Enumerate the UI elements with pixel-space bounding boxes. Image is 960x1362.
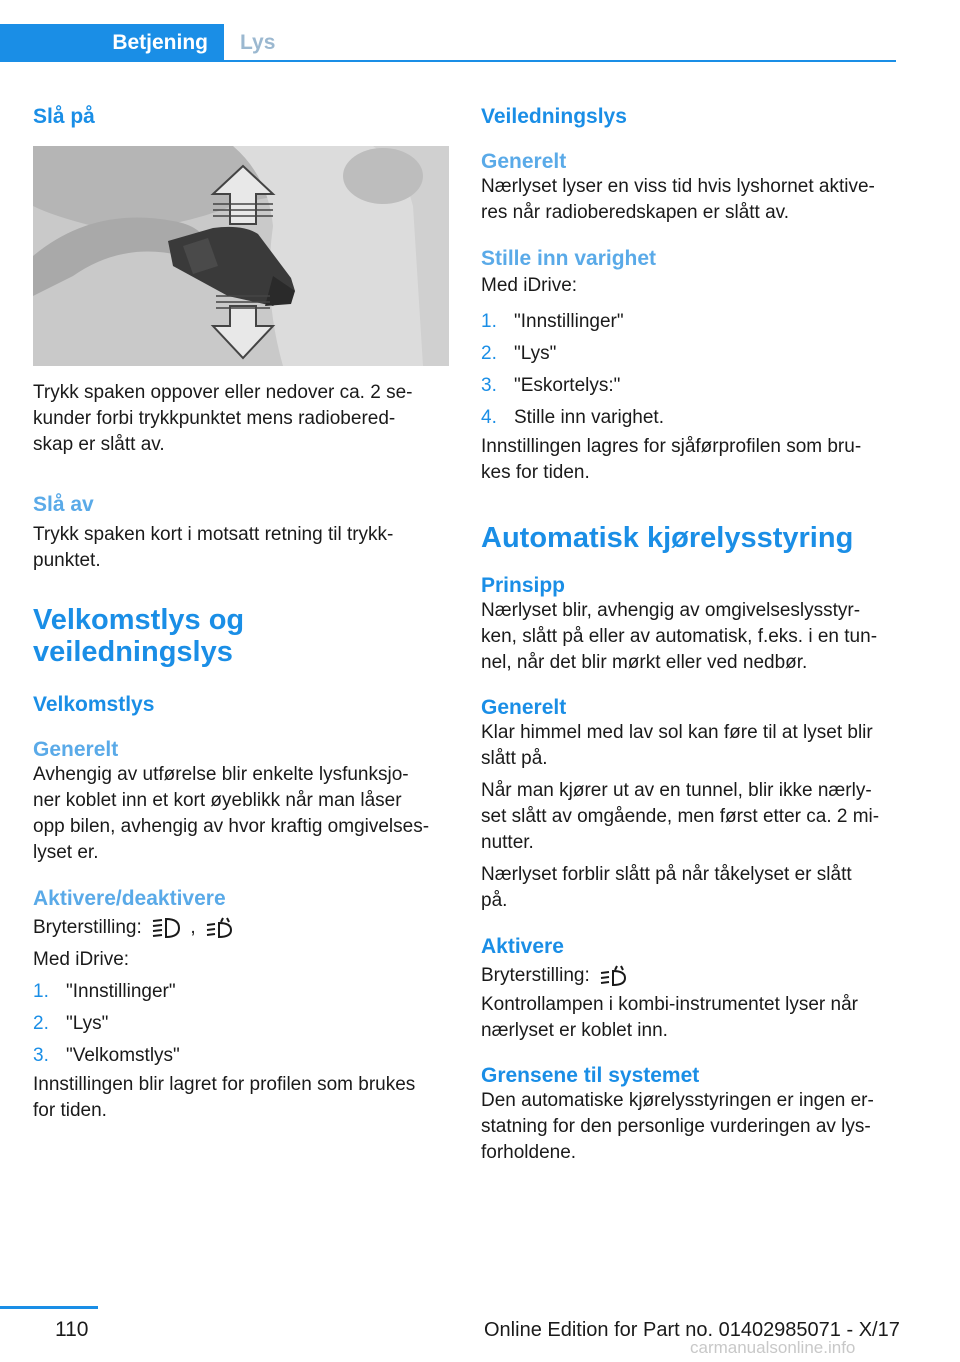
paragraph-generelt-left: Avhengig av utførelse blir enkelte lysfunksjo- ner koblet inn et kort øyeblikk når man låser opp bilen, avhengig av hvor kraftig omgivelses- lyset er. [33,764,430,863]
left-column [33,100,451,1124]
heading-veiledningslys: Veiledningslys [481,105,627,128]
watermark: carmanualsonline.info [690,1338,856,1357]
paragraph-generelt-right: Nærlyset lyser en viss tid hvis lyshornet aktive- res når radioberedskapen er slått av. [481,176,875,223]
heading-generelt-left: Generelt [33,738,119,761]
heading-generelt-right: Generelt [481,150,567,173]
switch-position-label: Bryterstilling: [33,917,142,938]
page-number: 110 [55,1318,89,1341]
auto-headlight-icon [205,917,235,939]
lever-illustration [33,146,449,366]
paragraph-generelt-auto-c: Nærlyset forblir slått på når tåkelyset er slått på. [481,864,852,911]
auto-headlight-icon [599,965,629,987]
paragraph-aktivere: Kontrollampen i kombi-instrumentet lyser når nærlyset er koblet inn. [481,994,858,1041]
heading-velkomstlys: Velkomstlys [33,693,155,716]
switch-position-label-right: Bryterstilling: [481,965,590,986]
list-item: 2. "Lys" [481,343,557,364]
paragraph-generelt-auto-a: Klar himmel med lav sol kan føre til at lyset blir slått på. [481,722,873,769]
header-rule [224,60,896,62]
paragraph-prinsipp: Nærlyset blir, avhengig av omgivelseslysstyr- ken, slått på eller av automatisk, f.eks. i en tun- nel, når det blir mørkt eller ved nedbør. [481,600,878,673]
heading-prinsipp: Prinsipp [481,574,566,597]
heading-grensene-til-systemet: Grensene til systemet [481,1064,700,1087]
page-header [0,0,960,64]
list-item: 2. "Lys" [33,1013,109,1034]
right-column [481,100,899,1166]
paragraph-lagret: Innstillingen blir lagret for profilen som brukes for tiden. [33,1074,416,1121]
heading-sla-av: Slå av [33,493,94,516]
list-item: 3. "Velkomstlys" [33,1045,180,1066]
heading-aktivere: Aktivere [481,935,564,958]
paragraph-lagres: Innstillingen lagres for sjåførprofilen som bru- kes for tiden. [481,436,862,483]
switch-position-line [33,912,451,944]
list-item: 1. "Innstillinger" [481,311,624,332]
paragraph-generelt-auto-b: Når man kjører ut av en tunnel, blir ikke nærly- set slått av omgående, men først etter ca. 2 mi- nutter. [481,780,880,853]
idrive-steps-left [33,976,451,1072]
list-item: 3. "Eskortelys:" [481,375,621,396]
paragraph-sla-pa: Trykk spaken oppover eller nedover ca. 2 se- kunder forbi trykkpunktet mens radiobered- skap er slått av. [33,382,413,455]
paragraph-sla-av: Trykk spaken kort i motsatt retning til trykk- punktet. [33,524,394,571]
list-item: 1. "Innstillinger" [33,981,176,1002]
footer-rule [0,1306,98,1309]
idrive-label-right: Med iDrive: [481,275,578,296]
tab-betjening[interactable]: Betjening [0,24,224,62]
headlight-parking-icon [151,917,181,939]
heading-aktivere-deaktivere: Aktivere/deaktivere [33,887,226,910]
idrive-label-left: Med iDrive: [33,949,130,970]
idrive-steps-right [481,306,899,434]
heading-stille-inn-varighet: Stille inn varighet [481,247,657,270]
switch-separator: , [190,917,196,938]
heading-generelt-auto: Generelt [481,696,567,719]
edition-note: Online Edition for Part no. 01402985071 - X/17 [484,1319,900,1341]
heading-sla-pa: Slå på [33,105,95,128]
list-item: 4. Stille inn varighet. [481,407,664,428]
switch-position-line-right [481,960,899,992]
tab-lys[interactable]: Lys [240,31,276,54]
heading-velkomstlys-og-veiledningslys: Velkomstlys og veiledningslys [33,604,245,668]
heading-automatisk-kjorelysstyring: Automatisk kjørelysstyring [481,522,854,554]
paragraph-grensene: Den automatiske kjørelysstyringen er ingen er- statning for den personlige vurderingen av lys- forholdene. [481,1090,874,1163]
